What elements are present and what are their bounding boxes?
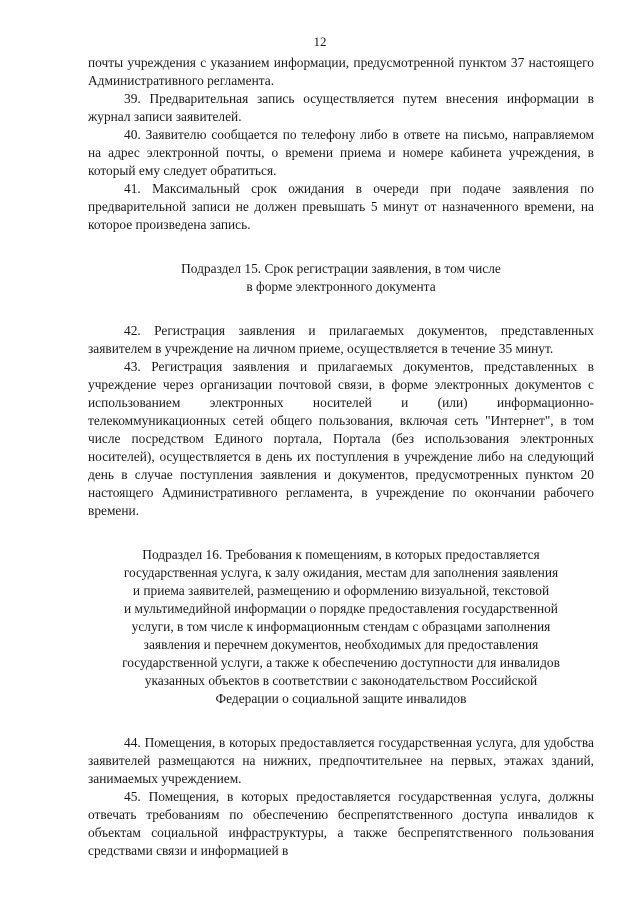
document-body [88, 54, 594, 860]
subsection-16-heading-line: и приема заявителей, размещению и оформлению визуальной, текстовой [132, 583, 550, 598]
subsection-16-heading [88, 546, 594, 708]
subsection-16-heading-line: услуги, в том числе к информационным стендам с образцами заполнения [131, 619, 551, 634]
paragraph-45: 45. Помещения, в которых предоставляется государственная услуга, должны отвечать требованиям по обеспечению беспрепятственного доступа инвалидов к объектам социальной инфраструктуры, а также беспрепятственного пользования средствами связи и информацией в [88, 789, 594, 858]
paragraph-40: 40. Заявителю сообщается по телефону либо в ответе на письмо, направляемом на адрес электронной почты, о времени приема и номере кабинета учреждения, в который ему следует обратиться. [88, 127, 594, 178]
subsection-16-heading-line: Федерации о социальной защите инвалидов [215, 691, 467, 706]
subsection-16-heading-line: указанных объектов в соответствии с законодательством Российской [144, 673, 538, 688]
paragraph-42: 42. Регистрация заявления и прилагаемых документов, представленных заявителем в учреждение на личном приеме, осуществляется в течение 35 минут. [88, 323, 594, 356]
subsection-16-heading-line: государственной услуги, а также к обеспечению доступности для инвалидов [122, 655, 560, 670]
paragraph-continuation: почты учреждения с указанием информации, предусмотренной пунктом 37 настоящего Административного регламента. [88, 55, 594, 88]
paragraph-39: 39. Предварительная запись осуществляется путем внесения информации в журнал записи заявителей. [88, 91, 594, 124]
subsection-15-heading-line: в форме электронного документа [246, 279, 436, 294]
paragraph-41: 41. Максимальный срок ожидания в очереди при подаче заявления по предварительной записи не должен превышать 5 минут от назначенного времени, на которое произведена запись. [88, 181, 594, 232]
paragraph-43: 43. Регистрация заявления и прилагаемых документов, представленных в учреждение через организации почтовой связи, в форме электронных документов с использованием электронных носителей и (или) информационно-телекоммуникационных сетей общего пользования, включая сеть "Интернет", в том числе посредством Единого портала, Портала (без использования электронных носителей), осуществляется в день их поступления в учреждение либо на следующий день в случае поступления заявления и документов, предусмотренных пунктом 20 настоящего Административного регламента, в учреждение по окончании рабочего времени. [88, 359, 594, 518]
subsection-15-heading-line: Подраздел 15. Срок регистрации заявления, в том числе [181, 261, 501, 276]
subsection-16-heading-line: заявления и перечнем документов, необходимых для предоставления [143, 637, 539, 652]
page-number: 12 [313, 34, 327, 49]
subsection-15-heading [88, 260, 594, 296]
subsection-16-heading-line: государственная услуга, к залу ожидания, местам для заполнения заявления [123, 565, 559, 580]
subsection-16-heading-line: и мультимедийной информации о порядке предоставления государственной [124, 601, 558, 616]
subsection-16-heading-line: Подраздел 16. Требования к помещениям, в которых предоставляется [142, 547, 540, 562]
paragraph-44: 44. Помещения, в которых предоставляется государственная услуга, для удобства заявителей размещаются на нижних, предпочтительнее на первых, этажах зданий, занимаемых учреждением. [88, 735, 594, 786]
